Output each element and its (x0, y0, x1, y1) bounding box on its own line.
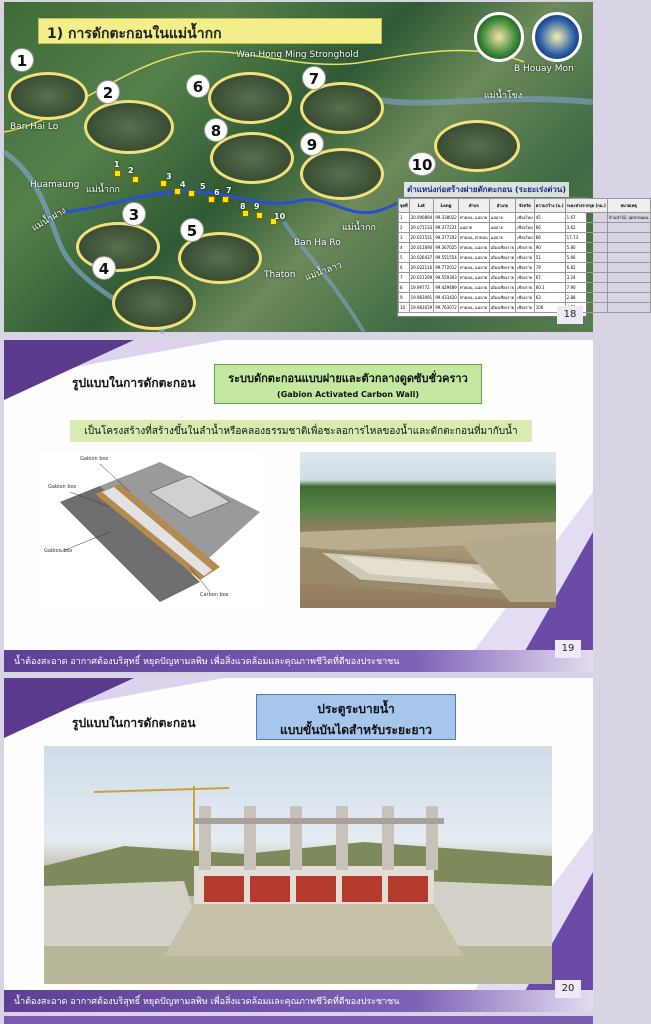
table-cell (607, 243, 650, 253)
table-header: จุดที่ (399, 199, 410, 213)
ministry-logo-icon (474, 12, 524, 62)
pin-label-2: 2 (128, 166, 134, 175)
table-row (399, 303, 651, 313)
table-cell: 6.82 (565, 263, 607, 273)
table-cell: 45 (534, 213, 565, 223)
table-row (399, 273, 651, 283)
table-cell: 51 (534, 253, 565, 263)
gabion-photo-svg (300, 452, 556, 608)
table-cell: 20.071133 (409, 223, 434, 233)
table-cell: 66 (534, 233, 565, 243)
diagram-label-1: Gabion box (80, 456, 109, 462)
table-cell: 5 (399, 253, 410, 263)
table-cell: 20.021209 (409, 273, 434, 283)
table-cell: แม่อาย (489, 223, 515, 233)
table-cell (607, 263, 650, 273)
table-row (399, 243, 651, 253)
pin-label-6: 6 (214, 188, 220, 197)
table-cell: 67 (534, 273, 565, 283)
table-cell: 3.24 (565, 273, 607, 283)
table-cell: 5.80 (565, 243, 607, 253)
table-cell: ท่าตอน, แม่อาย (458, 213, 489, 223)
table-cell (607, 233, 650, 243)
table-cell: 19.99772 (409, 283, 434, 293)
map-label-town-3: Ban Ha Ro (294, 238, 341, 248)
circle-number-7: 7 (302, 66, 326, 90)
map-pin-2 (132, 176, 139, 183)
table-cell: 3 (399, 233, 410, 243)
table-cell: 10 (399, 303, 410, 313)
gabion-photo (300, 452, 556, 608)
diagram-label-4: Carbon box (200, 592, 229, 598)
table-cell: เชียงราย (516, 273, 535, 283)
circle-number-5: 5 (180, 218, 204, 242)
floodgate-title-box (256, 694, 456, 740)
table-cell: 99.433420 (434, 293, 459, 303)
table-cell: เมืองเชียงราย (489, 263, 515, 273)
table-header: หมายเหตุ (607, 199, 650, 213)
table-cell: 20.021531 (409, 233, 434, 243)
slide-18-title: 1) การดักตะกอนในแม่น้ำกก (38, 18, 382, 44)
table-cell: แม่อาย (489, 213, 515, 223)
map-pin-4 (174, 188, 181, 195)
circle-number-1: 1 (10, 48, 34, 72)
table-cell: ท่าตอน, แม่อาย (458, 303, 489, 313)
table-cell: เมืองเชียงราย (489, 293, 515, 303)
satellite-circle-1 (8, 72, 88, 120)
table-cell: 60.1 (534, 283, 565, 293)
map-label-mekong: แม่น้ำโขง (484, 91, 523, 101)
floodgate-photo (44, 746, 552, 984)
map-label-town-4: Thaton (264, 270, 296, 280)
slide-20-floodgate (4, 678, 593, 1012)
table-row (399, 253, 651, 263)
table-cell: 99.772012 (434, 263, 459, 273)
floodgate-title-line2: แบบขั้นบันไดสำหรับระยะยาว (280, 723, 432, 737)
table-cell: 99.559303 (434, 273, 459, 283)
diagram-label-3: Gabion box (44, 548, 73, 554)
table-cell: 19.983091 (409, 293, 434, 303)
table-header: Long (434, 199, 459, 213)
diagram-label-2: Gabion box (48, 484, 77, 490)
table-cell: 99.429489 (434, 283, 459, 293)
table-cell: เชียงราย (516, 263, 535, 273)
location-table (397, 197, 649, 317)
table-cell: ท่าตอน, แม่อาย (458, 283, 489, 293)
table-cell: 106 (534, 303, 565, 313)
table-cell: 17.73 (565, 233, 607, 243)
slide-18-map (4, 2, 649, 332)
map-label-town-1: Huamaung (30, 180, 80, 190)
pin-label-8: 8 (240, 202, 246, 211)
table-cell: เชียงราย (516, 303, 535, 313)
table-cell: เมืองเชียงราย (489, 283, 515, 293)
table-cell: เมืองเชียงราย (489, 303, 515, 313)
pin-label-5: 5 (200, 182, 206, 191)
table-row (399, 283, 651, 293)
table-cell: 8 (399, 283, 410, 293)
circle-number-3: 3 (122, 202, 146, 226)
map-pin-3 (160, 180, 167, 187)
map-label-left-river: แม่น้ำฝาง (30, 206, 69, 234)
pin-label-4: 4 (180, 180, 186, 189)
satellite-circle-10 (434, 120, 520, 172)
table-cell: 4 (399, 243, 410, 253)
map-pin-5 (188, 190, 195, 197)
page-number: 18 (557, 306, 583, 324)
satellite-circle-2 (84, 100, 174, 154)
map-pin-9 (256, 212, 263, 219)
table-cell: 99.763072 (434, 303, 459, 313)
circle-number-9: 9 (300, 132, 324, 156)
gabion-title-line2: (Gabion Activated Carbon Wall) (277, 390, 419, 399)
table-row (399, 293, 651, 303)
table-cell: 7.90 (565, 283, 607, 293)
table-cell: เมืองเชียงราย (489, 243, 515, 253)
gabion-description: เป็นโครงสร้างที่สร้างขึ้นในลำน้ำหรือคลองธรรมชาติเพื่อชะลอการไหลของน้ำและดักตะกอนที่มากับน้ำ (70, 420, 532, 442)
next-slide-edge (4, 1016, 593, 1024)
table-cell: เชียงราย (516, 253, 535, 263)
table-cell: ท่าตอน, แม่อาย (458, 253, 489, 263)
circle-number-8: 8 (204, 118, 228, 142)
table-cell (607, 223, 650, 233)
table-cell: 20.011690 (409, 243, 434, 253)
table-cell: เชียงใหม่ (516, 233, 535, 243)
gabion-diagram (40, 452, 262, 608)
gabion-title-box (214, 364, 482, 404)
table-header: Lat (409, 199, 434, 213)
table-body (399, 213, 651, 313)
table-cell: บ้านป่าไม้, จุดชายแดน (607, 213, 650, 223)
map-pin-6 (208, 196, 215, 203)
table-row (399, 233, 651, 243)
table-cell: 3.62 (565, 223, 607, 233)
table-cell: ท่าตอน, แม่อาย (458, 293, 489, 303)
table-cell: 1 (399, 213, 410, 223)
table-row (399, 213, 651, 223)
page-number: 19 (555, 640, 581, 658)
floodgate-photo-svg (44, 746, 552, 984)
map-label-top-center: Wan Hong Ming Stronghold (236, 50, 359, 60)
table-cell: ท่าตอน, แม่อาย (458, 243, 489, 253)
table-cell: 99.551554 (434, 253, 459, 263)
location-table-title: ตำแหน่งก่อสร้างฝายดักตะกอน (ระยะเร่งด่วน) (404, 182, 569, 197)
table-header: ระยะห่างจากจุด (กม.) (565, 199, 607, 213)
table-cell: เมืองเชียงราย (489, 273, 515, 283)
table-cell (607, 253, 650, 263)
table-cell: 99.377221 (434, 223, 459, 233)
table-cell: เมืองเชียงราย (489, 253, 515, 263)
map-label-town-2: Ban Hai Lo (10, 122, 59, 132)
pin-label-9: 9 (254, 202, 260, 211)
table-cell: 2 (399, 223, 410, 233)
table-cell: 19.983039 (409, 303, 434, 313)
circle-number-10: 10 (408, 152, 436, 176)
satellite-circle-3 (76, 222, 160, 272)
circle-number-2: 2 (96, 80, 120, 104)
table-cell: 99.377202 (434, 233, 459, 243)
pin-label-7: 7 (226, 186, 232, 195)
table-cell: 79 (534, 263, 565, 273)
circle-number-6: 6 (186, 74, 210, 98)
map-label-kok-river-2: แม่น้ำกก (342, 223, 376, 233)
table-cell: เชียงใหม่ (516, 223, 535, 233)
table-cell: เชียงราย (516, 293, 535, 303)
gabion-diagram-svg (40, 452, 262, 608)
table-cell: เชียงราย (516, 283, 535, 293)
table-cell: 63 (534, 293, 565, 303)
table-cell: แม่อาย (458, 223, 489, 233)
slide-19-footer-text: น้ำต้องสะอาด อากาศต้องบริสุทธิ์ หยุดปัญหามลพิษ เพื่อสิ่งแวดล้อมและคุณภาพชีวิตที่ดีของประชาชน (14, 657, 400, 667)
map-label-kok-river: แม่น้ำกก (86, 185, 120, 195)
table-cell: ท่าตอน, ท่าตอน (458, 233, 489, 243)
table-cell: ท่าตอน, แม่อาย (458, 263, 489, 273)
department-logo-icon (532, 12, 582, 62)
satellite-circle-4 (112, 276, 196, 330)
table-cell: 9 (399, 293, 410, 303)
table-cell (607, 273, 650, 283)
table-cell: ท่าตอน, แม่อาย (458, 273, 489, 283)
pin-label-3: 3 (166, 172, 172, 181)
table-row (399, 223, 651, 233)
table-header: ตำบล (458, 199, 489, 213)
map-pin-1 (114, 170, 121, 177)
table-cell: 90 (534, 243, 565, 253)
mekong-line (364, 97, 593, 103)
slide-20-footer-text: น้ำต้องสะอาด อากาศต้องบริสุทธิ์ หยุดปัญหามลพิษ เพื่อสิ่งแวดล้อมและคุณภาพชีวิตที่ดีของประชาชน (14, 997, 400, 1007)
map-label-bottom-river: แม่น้ำลาว (303, 260, 344, 284)
table-cell: 99.367025 (434, 243, 459, 253)
table-header: จังหวัด (516, 199, 535, 213)
table-cell: เชียงใหม่ (516, 213, 535, 223)
map-pin-7 (222, 196, 229, 203)
table-header: อำเภอ (489, 199, 515, 213)
circle-number-4: 4 (92, 256, 116, 280)
page-number: 20 (555, 980, 581, 998)
table-cell: 20.090894 (409, 213, 434, 223)
floodgate-title-line1: ประตูระบายน้ำ (317, 702, 395, 716)
table-header-row (399, 199, 651, 213)
slide-19-heading: รูปแบบในการดักตะกอน (72, 376, 196, 390)
table-cell (607, 293, 650, 303)
table-cell: 20.022116 (409, 263, 434, 273)
pin-label-1: 1 (114, 160, 120, 169)
gabion-title-line1: ระบบดักตะกอนแบบฝายและตัวกลางดูดซับชั่วคราว (228, 372, 468, 385)
map-label-top-right: B Houay Mon (514, 64, 574, 74)
table-cell: 7 (399, 273, 410, 283)
table-header: ความกว้าง (ม.) (534, 199, 565, 213)
table-cell (607, 303, 650, 313)
table-cell: 2.88 (565, 293, 607, 303)
satellite-circle-6 (208, 72, 292, 124)
table-cell: 1.67 (565, 213, 607, 223)
table-cell: เชียงราย (516, 243, 535, 253)
table-cell: 20.026437 (409, 253, 434, 263)
slide-20-heading: รูปแบบในการดักตะกอน (72, 716, 196, 730)
table-row (399, 263, 651, 273)
table-cell: 5.66 (565, 253, 607, 263)
table-cell: 66 (534, 223, 565, 233)
table-cell: 6 (399, 263, 410, 273)
table-cell: 99.338022 (434, 213, 459, 223)
table-cell (607, 283, 650, 293)
map-pin-8 (242, 210, 249, 217)
pin-label-10: 10 (274, 212, 286, 221)
table-cell: แม่อาย (489, 233, 515, 243)
slide-19-gabion (4, 340, 593, 672)
